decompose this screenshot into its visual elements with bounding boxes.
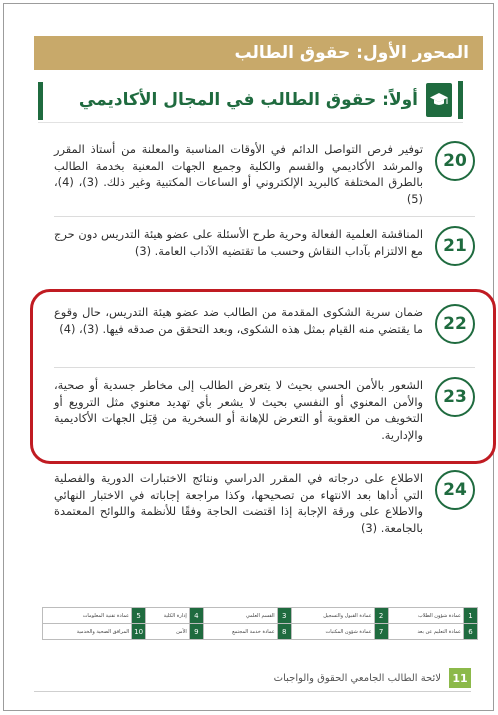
item-text: الاطلاع على درجاته في المقرر الدراسي ونتائج الاختبارات الدورية والفصلية التي أداها بعد الانتهاء من تصحيحها، وكذا مراجعة إجاباته في الاختبار النهائي والاطلاع على ورقة الإجابة إذا اقتضت الحاجة وفقًا للأنظمة واللوائح المعتمدة بالجامعة. (3) (54, 471, 423, 535)
legend-number: 4 (189, 608, 203, 624)
list-item (54, 304, 475, 344)
legend-number: 1 (464, 608, 478, 624)
legend-label: المرافق الصحية والخدمية (43, 624, 132, 640)
legend-number: 7 (374, 624, 388, 640)
divider (38, 122, 463, 123)
divider (54, 216, 475, 217)
table-row (43, 624, 478, 640)
item-text: توفير فرص التواصل الدائم في الأوقات المناسبة والمعلنة من أستاذ المقرر والمرشد الأكاديمي والقسم والكلية وجميع الجهات المعنية بخدمة الطالب بالطرق المختلفة كالبريد الإلكتروني أو الساعات المكتبية وغير ذلك. (3)، (4)، (5) (54, 142, 423, 206)
legend-number: 10 (132, 624, 146, 640)
legend-number: 8 (277, 624, 291, 640)
item-text: ضمان سرية الشكوى المقدمة من الطالب ضد عضو هيئة التدريس، حال وقوع ما يقتضي منه القيام بمثل هذه الشكوى، وبعد التحقق من صدقه فيها. (3)، (4) (54, 305, 423, 336)
list-item (54, 141, 475, 207)
legend-label: القسم العلمي (203, 608, 277, 624)
divider (34, 691, 471, 692)
item-number-badge: 23 (435, 377, 475, 417)
item-number-badge: 21 (435, 226, 475, 266)
legend-table (42, 607, 478, 640)
list-item (54, 470, 475, 536)
legend-number: 9 (189, 624, 203, 640)
list-item (54, 377, 475, 443)
item-number-badge: 24 (435, 470, 475, 510)
item-number-badge: 20 (435, 141, 475, 181)
chapter-title-bar (34, 36, 483, 70)
legend-label: الأمن (146, 624, 190, 640)
page-footer (34, 668, 471, 688)
item-text: الشعور بالأمن الحسي بحيث لا يتعرض الطالب إلى مخاطر جسدية أو صحية، والأمن المعنوي أو النفسي بحيث لا يشعر بأي تهديد معنوي مثل الترويع أو التخويف من العقوبة أو التعرض للإهانة أو السخرية من قِبَل الجهات الأكاديمية والإدارية. (54, 378, 423, 442)
legend-label: إدارة الكلية (146, 608, 190, 624)
graduation-cap-icon (426, 83, 452, 117)
legend-number: 5 (132, 608, 146, 624)
legend-label: عمادة خدمة المجتمع (203, 624, 277, 640)
legend-number: 3 (277, 608, 291, 624)
table-row (43, 608, 478, 624)
legend-label: عمادة تقنية المعلومات (43, 608, 132, 624)
legend-label: عمادة شؤون الطلاب (388, 608, 463, 624)
document-page (3, 3, 494, 711)
legend-label: عمادة شؤون المكتبات (291, 624, 374, 640)
divider (54, 367, 475, 368)
page-number: 11 (449, 668, 471, 688)
item-number-badge: 22 (435, 304, 475, 344)
legend-label: عمادة التعليم عن بعد (388, 624, 463, 640)
footer-title: لائحة الطالب الجامعي الحقوق والواجبات (273, 672, 441, 684)
item-text: المناقشة العلمية الفعالة وحرية طرح الأسئلة على عضو هيئة التدريس دون حرج مع الالتزام بآداب النقاش وحسب ما تقتضيه الآداب العامة. (3) (54, 227, 423, 258)
chapter-title: المحور الأول: حقوق الطالب (234, 43, 469, 63)
section-tail-bar (38, 82, 43, 120)
section-accent-bar (458, 81, 463, 119)
list-item (54, 226, 475, 266)
section-title: أولاً: حقوق الطالب في المجال الأكاديمي (78, 90, 418, 110)
legend-label: عمادة القبول والتسجيل (291, 608, 374, 624)
legend-number: 2 (374, 608, 388, 624)
legend-number: 6 (464, 624, 478, 640)
section-header (38, 78, 463, 122)
